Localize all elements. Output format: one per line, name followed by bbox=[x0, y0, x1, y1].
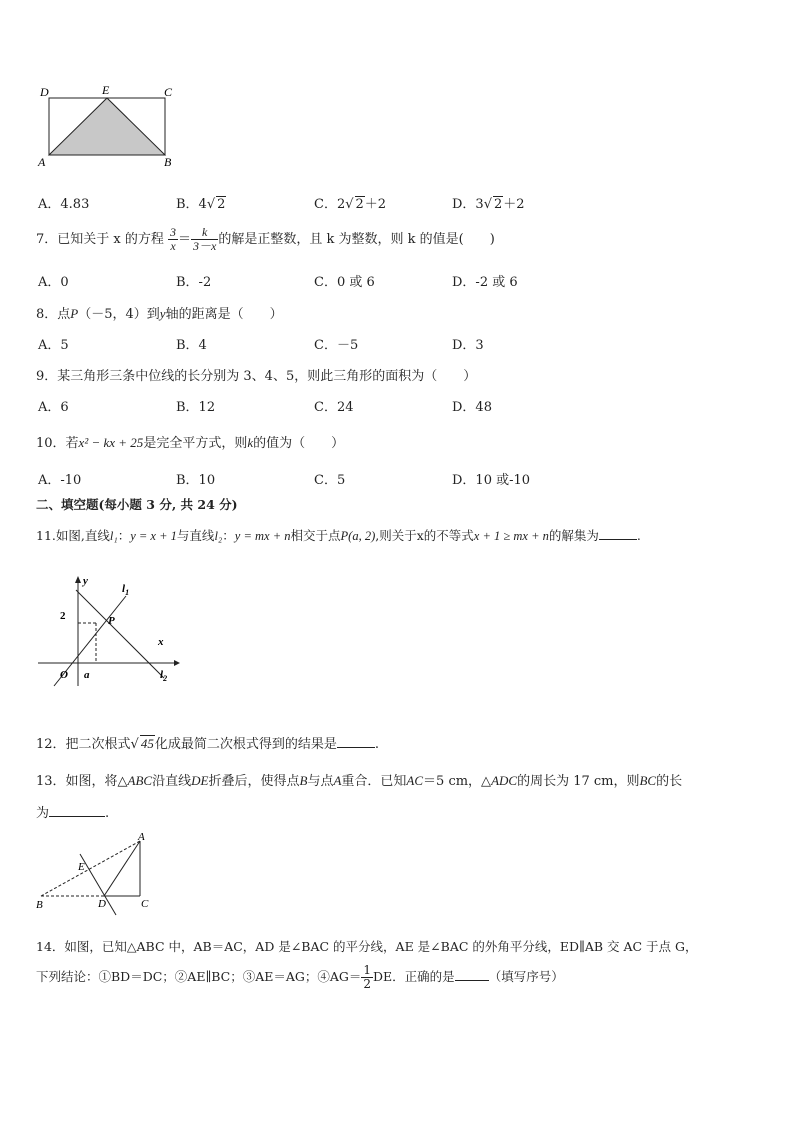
q6-d-tail: ＋2 bbox=[503, 197, 525, 212]
q6-c-coef: C．2 bbox=[314, 197, 346, 212]
sqrt-sign-icon: √ bbox=[130, 737, 139, 752]
question-8: 8．点P（－5，4）到y轴的距离是（ ） bbox=[36, 306, 283, 322]
dashed-BA bbox=[41, 841, 140, 896]
q11-graph-figure bbox=[36, 574, 181, 690]
question-7 bbox=[36, 226, 495, 253]
q13-triangle-figure bbox=[34, 830, 154, 916]
label-x: x bbox=[158, 636, 164, 648]
x-axis-arrow-icon bbox=[174, 660, 180, 666]
label-D: D bbox=[98, 898, 106, 910]
q7-option-a[interactable]: A．0 bbox=[38, 275, 69, 290]
label-A: A bbox=[38, 155, 46, 169]
question-13: 13．如图，将△ABC沿直线DE折叠后，使得点B与点A重合．已知AC＝5 cm，△ADC的周长为 17 cm，则BC的长 bbox=[36, 773, 683, 789]
q10-option-a[interactable]: A．-10 bbox=[38, 473, 82, 488]
sqrt-sign-icon: √ bbox=[483, 197, 492, 212]
label-A: A bbox=[138, 831, 145, 843]
q10-option-d[interactable]: D．10 或-10 bbox=[452, 473, 531, 488]
section-2-heading: 二、填空题(每小题 3 分, 共 24 分) bbox=[36, 497, 238, 512]
label-E: E bbox=[102, 83, 110, 97]
q7-option-b[interactable]: B．-2 bbox=[176, 275, 212, 290]
shaded-triangle bbox=[49, 98, 165, 155]
label-C: C bbox=[141, 898, 149, 910]
y-axis-arrow-icon bbox=[75, 576, 81, 583]
q8-option-d[interactable]: D．3 bbox=[452, 338, 484, 353]
question-11: 11.如图,直线l₁：y = x + 1与直线l₂：y = mx + n相交于点P(a, 2),则关于x的不等式x + 1 ≥ mx + n的解集为 . bbox=[36, 528, 641, 543]
segment-AD bbox=[104, 841, 140, 896]
q9-option-b[interactable]: B．12 bbox=[176, 400, 216, 415]
q9-option-d[interactable]: D．48 bbox=[452, 400, 492, 415]
sqrt-sign-icon: √ bbox=[345, 197, 354, 212]
q6-b-coef: B．4 bbox=[176, 197, 207, 212]
label-y: y bbox=[83, 575, 88, 587]
q6-option-a[interactable]: A．4.83 bbox=[38, 197, 90, 212]
q6-option-b[interactable] bbox=[176, 193, 226, 212]
q8-option-c[interactable]: C．－5 bbox=[314, 338, 359, 353]
label-C: C bbox=[164, 85, 173, 99]
q12-answer-blank[interactable] bbox=[337, 747, 375, 748]
q7-text-post: 的解是正整数，且 k 为整数，则 k 的值是( ) bbox=[218, 232, 495, 247]
label-l1: $l_1$ bbox=[122, 583, 130, 597]
sqrt-sign-icon: √ bbox=[206, 197, 216, 212]
q13-answer-blank[interactable] bbox=[49, 816, 105, 817]
q9-option-a[interactable]: A．6 bbox=[38, 400, 69, 415]
question-10: 10．若x² − kx + 25是完全平方式，则k的值为（ ） bbox=[36, 435, 345, 451]
label-a: a bbox=[84, 669, 90, 681]
q7-option-d[interactable]: D．-2 或 6 bbox=[452, 275, 518, 290]
q10-option-b[interactable]: B．10 bbox=[176, 473, 216, 488]
rectangle-figure bbox=[34, 82, 184, 170]
q6-option-d[interactable] bbox=[452, 193, 525, 212]
label-B: B bbox=[36, 899, 43, 911]
q14-fraction: $\frac{1}{2}$ bbox=[363, 963, 372, 991]
question-12: 12．把二次根式√ 45化成最简二次根式得到的结果是 . bbox=[36, 736, 379, 752]
label-D: D bbox=[40, 85, 49, 99]
q6-option-c[interactable] bbox=[314, 193, 386, 212]
q6-d-coef: D．3 bbox=[452, 197, 484, 212]
question-9: 9．某三角形三条中位线的长分别为 3、4、5，则此三角形的面积为（ ） bbox=[36, 369, 477, 384]
label-P: P bbox=[108, 615, 115, 627]
label-B: B bbox=[164, 155, 172, 169]
q7-fraction-1: $\frac{3}{x}$ bbox=[170, 225, 177, 253]
label-l2: $l_2$ bbox=[160, 669, 168, 683]
q6-c-tail: ＋2 bbox=[364, 197, 387, 212]
question-13-line2: 为 . bbox=[36, 806, 110, 821]
q6-c-radicand: 2 bbox=[355, 197, 364, 212]
label-2: 2 bbox=[60, 610, 66, 622]
q14-answer-blank[interactable] bbox=[455, 980, 489, 981]
q9-option-c[interactable]: C．24 bbox=[314, 400, 354, 415]
label-O: O bbox=[60, 669, 68, 681]
q8-option-b[interactable]: B．4 bbox=[176, 338, 207, 353]
q10-option-c[interactable]: C．5 bbox=[314, 473, 346, 488]
q6-b-radicand: 2 bbox=[217, 197, 226, 212]
q7-equals: ＝ bbox=[178, 232, 192, 247]
question-14-line2: 下列结论：①BD＝DC；②AE∥BC；③AE＝AG；④AG＝ $\frac{1}{2}$ DE．正确的是 （填写序号） bbox=[36, 963, 564, 991]
label-E: E bbox=[78, 861, 85, 873]
q7-option-c[interactable]: C．0 或 6 bbox=[314, 275, 375, 290]
q6-d-radicand: 2 bbox=[494, 197, 503, 212]
q11-answer-blank[interactable] bbox=[599, 539, 637, 540]
q7-fraction-2: $\frac{k}{3-x}$ bbox=[193, 225, 217, 253]
question-14: 14．如图，已知△ABC 中，AB＝AC，AD 是∠BAC 的平分线，AE 是∠BAC 的外角平分线，ED∥AB 交 AC 于点 G， bbox=[36, 939, 698, 954]
q8-option-a[interactable]: A．5 bbox=[38, 338, 69, 353]
q7-text-pre: 7．已知关于 x 的方程 bbox=[36, 232, 164, 247]
